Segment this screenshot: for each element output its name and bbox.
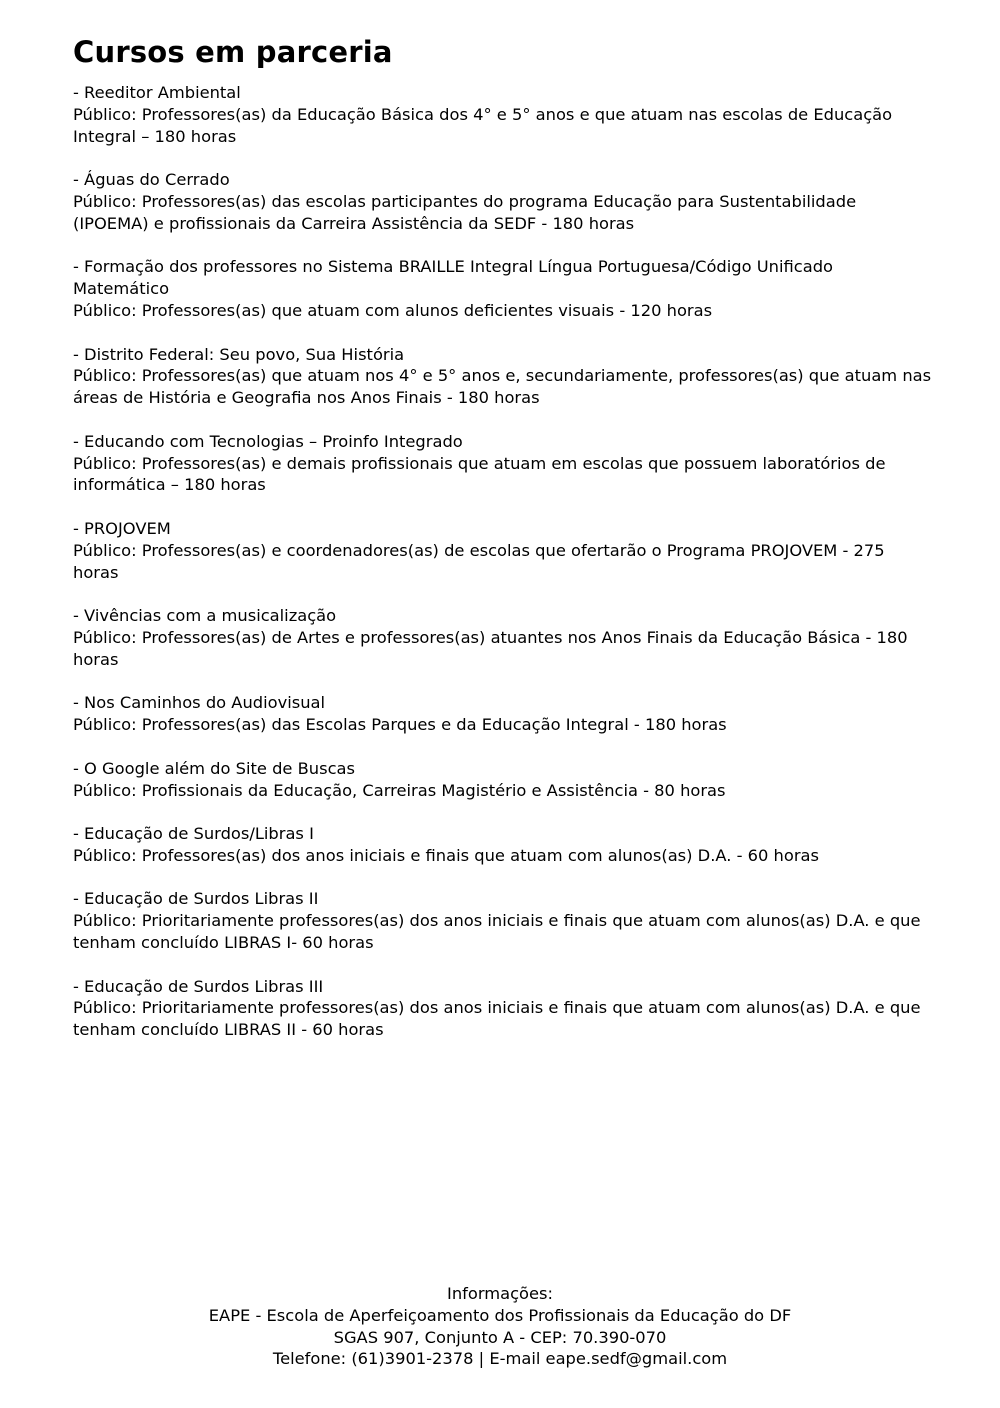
course-name: - Distrito Federal: Seu povo, Sua História (73, 344, 405, 364)
course-name: - Nos Caminhos do Audiovisual (73, 693, 326, 713)
course-name: - Águas do Cerrado (73, 170, 230, 190)
course-name: - Reeditor Ambiental (73, 83, 241, 102)
course-audience: Público: Professores(as) de Artes e professores(as) atuantes nos Anos Finais da Educação Básica - 180 horas (73, 627, 908, 669)
course-item (73, 431, 933, 496)
course-item (73, 344, 933, 409)
course-audience: Público: Professores(as) das Escolas Parques e da Educação Integral - 180 horas (73, 715, 727, 735)
course-name: - Educação de Surdos/Libras I (73, 824, 314, 844)
course-audience: Público: Professores(as) que atuam com alunos deficientes visuais - 120 horas (73, 300, 713, 320)
course-audience: Público: Prioritariamente professores(as) dos anos iniciais e finais que atuam com alunos(as) D.A. e que tenham concluído LIBRAS I- 60 horas (73, 911, 921, 953)
course-audience: Público: Professores(as) da Educação Básica dos 4° e 5° anos e que atuam nas escolas de Educação Integral – 180 horas (73, 104, 893, 146)
course-name: - Educando com Tecnologias – Proinfo Integrado (73, 431, 463, 451)
course-name: - Vivências com a musicalização (73, 606, 337, 626)
course-audience: Público: Prioritariamente professores(as) dos anos iniciais e finais que atuam com alunos(as) D.A. e que tenham concluído LIBRAS II - 60 horas (73, 998, 921, 1040)
course-item (73, 605, 933, 670)
course-item (73, 976, 933, 1041)
course-name: - PROJOVEM (73, 518, 171, 538)
course-audience: Público: Professores(as) das escolas participantes do programa Educação para Sustentabilidade (IPOEMA) e profissionais da Carreira Assistência da SEDF - 180 horas (73, 191, 857, 233)
course-item (73, 169, 933, 234)
footer-heading: Informações: (447, 1284, 553, 1303)
footer-address: SGAS 907, Conjunto A - CEP: 70.390-070 (333, 1327, 667, 1347)
course-list (73, 82, 933, 1063)
course-item (73, 82, 933, 147)
course-item (73, 758, 933, 802)
footer-institution: EAPE - Escola de Aperfeiçoamento dos Profissionais da Educação do DF (208, 1305, 792, 1325)
course-name: - O Google além do Site de Buscas (73, 758, 355, 778)
course-audience: Público: Profissionais da Educação, Carreiras Magistério e Assistência - 80 horas (73, 780, 726, 800)
course-name: - Formação dos professores no Sistema BRAILLE Integral Língua Portuguesa/Código Unificado Matemático (73, 257, 834, 299)
course-audience: Público: Professores(as) que atuam nos 4° e 5° anos e, secundariamente, professores(as) que atuam nas áreas de História e Geografia nos Anos Finais - 180 horas (73, 366, 932, 408)
course-audience: Público: Professores(as) e coordenadores(as) de escolas que ofertarão o Programa PROJOVEM - 275 horas (73, 540, 885, 582)
course-item (73, 256, 933, 321)
page-title: Cursos em parceria (73, 35, 393, 69)
footer-contact-info (0, 1283, 1000, 1370)
course-audience: Público: Professores(as) e demais profissionais que atuam em escolas que possuem laboratórios de informática – 180 horas (73, 453, 886, 495)
course-audience: Público: Professores(as) dos anos iniciais e finais que atuam com alunos(as) D.A. - 60 horas (73, 845, 819, 865)
course-item (73, 823, 933, 867)
course-item (73, 518, 933, 583)
course-name: - Educação de Surdos Libras III (73, 976, 324, 996)
course-item (73, 888, 933, 953)
course-item (73, 692, 933, 736)
footer-contact: Telefone: (61)3901-2378 | E-mail eape.sedf@gmail.com (272, 1349, 728, 1369)
course-name: - Educação de Surdos Libras II (73, 889, 319, 909)
